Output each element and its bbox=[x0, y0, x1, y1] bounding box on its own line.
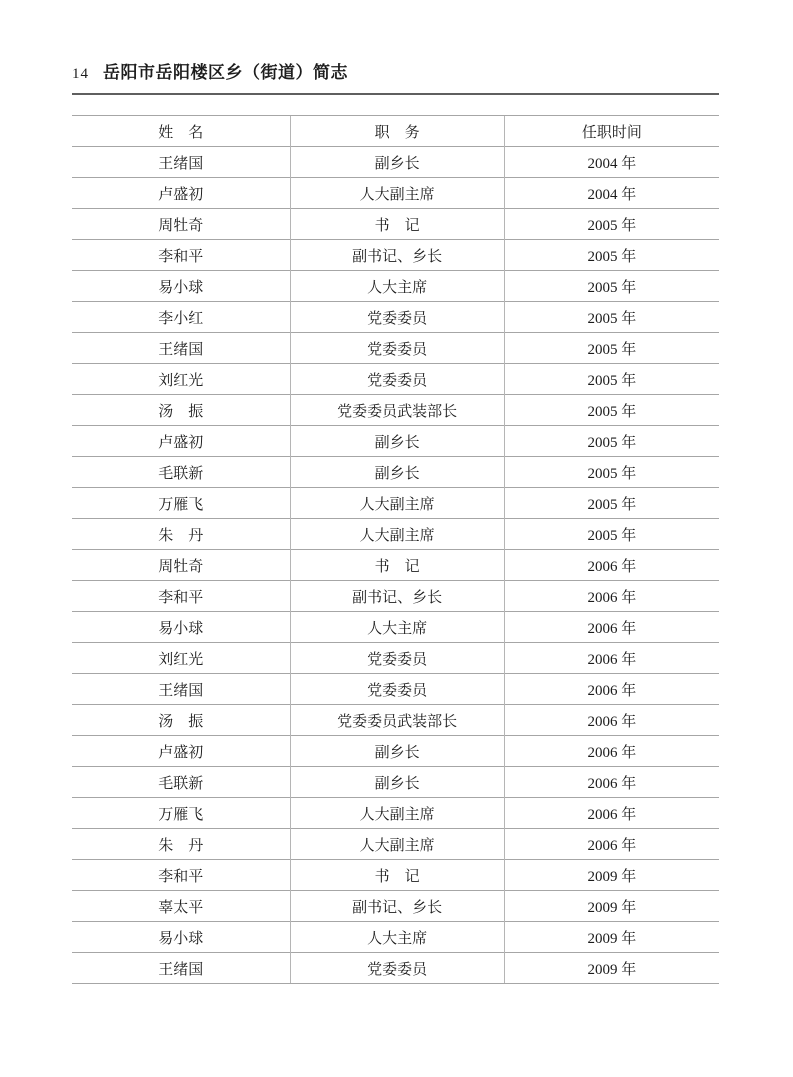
cell-name: 周牡奇 bbox=[72, 550, 290, 581]
cell-position: 党委委员武装部长 bbox=[290, 705, 504, 736]
book-title: 岳阳市岳阳楼区乡（街道）简志 bbox=[103, 63, 348, 82]
cell-name: 王绪国 bbox=[72, 333, 290, 364]
cell-position: 副乡长 bbox=[290, 147, 504, 178]
cell-period: 2005 年 bbox=[504, 302, 719, 333]
cell-name: 刘红光 bbox=[72, 643, 290, 674]
cell-position: 党委委员 bbox=[290, 333, 504, 364]
cell-name: 卢盛初 bbox=[72, 736, 290, 767]
cell-name: 周牡奇 bbox=[72, 209, 290, 240]
table-body bbox=[72, 147, 719, 984]
cell-period: 2006 年 bbox=[504, 612, 719, 643]
cell-name: 毛联新 bbox=[72, 767, 290, 798]
cell-period: 2006 年 bbox=[504, 581, 719, 612]
cell-position: 人大副主席 bbox=[290, 829, 504, 860]
cell-name: 李和平 bbox=[72, 240, 290, 271]
table-row bbox=[72, 922, 719, 953]
table-row bbox=[72, 240, 719, 271]
cell-period: 2009 年 bbox=[504, 922, 719, 953]
table-row bbox=[72, 550, 719, 581]
cell-period: 2004 年 bbox=[504, 147, 719, 178]
cell-position: 党委委员 bbox=[290, 674, 504, 705]
cell-name: 李和平 bbox=[72, 581, 290, 612]
cell-name: 易小球 bbox=[72, 271, 290, 302]
cell-position: 党委委员 bbox=[290, 302, 504, 333]
cell-name: 易小球 bbox=[72, 922, 290, 953]
cell-name: 卢盛初 bbox=[72, 426, 290, 457]
table-row bbox=[72, 271, 719, 302]
cell-period: 2006 年 bbox=[504, 550, 719, 581]
officials-roster-table bbox=[72, 115, 719, 984]
cell-name: 朱 丹 bbox=[72, 519, 290, 550]
cell-name: 汤 振 bbox=[72, 705, 290, 736]
cell-period: 2006 年 bbox=[504, 829, 719, 860]
cell-position: 副书记、乡长 bbox=[290, 581, 504, 612]
cell-period: 2009 年 bbox=[504, 891, 719, 922]
cell-period: 2005 年 bbox=[504, 240, 719, 271]
table-row bbox=[72, 302, 719, 333]
cell-position: 人大副主席 bbox=[290, 178, 504, 209]
cell-name: 刘红光 bbox=[72, 364, 290, 395]
cell-position: 书 记 bbox=[290, 209, 504, 240]
table-row bbox=[72, 178, 719, 209]
column-header-name: 姓 名 bbox=[72, 116, 290, 147]
cell-period: 2004 年 bbox=[504, 178, 719, 209]
cell-name: 万雁飞 bbox=[72, 798, 290, 829]
cell-name: 万雁飞 bbox=[72, 488, 290, 519]
cell-position: 党委委员 bbox=[290, 364, 504, 395]
cell-position: 人大副主席 bbox=[290, 798, 504, 829]
cell-name: 朱 丹 bbox=[72, 829, 290, 860]
cell-period: 2005 年 bbox=[504, 519, 719, 550]
cell-position: 副乡长 bbox=[290, 767, 504, 798]
cell-period: 2005 年 bbox=[504, 364, 719, 395]
table-row bbox=[72, 829, 719, 860]
cell-period: 2006 年 bbox=[504, 705, 719, 736]
cell-period: 2006 年 bbox=[504, 643, 719, 674]
cell-name: 卢盛初 bbox=[72, 178, 290, 209]
table-header bbox=[72, 116, 719, 147]
cell-name: 毛联新 bbox=[72, 457, 290, 488]
cell-name: 李和平 bbox=[72, 860, 290, 891]
cell-position: 副书记、乡长 bbox=[290, 240, 504, 271]
table-row bbox=[72, 705, 719, 736]
cell-position: 书 记 bbox=[290, 860, 504, 891]
cell-position: 副书记、乡长 bbox=[290, 891, 504, 922]
cell-name: 辜太平 bbox=[72, 891, 290, 922]
cell-period: 2009 年 bbox=[504, 860, 719, 891]
table-row bbox=[72, 209, 719, 240]
table-row bbox=[72, 364, 719, 395]
table-row bbox=[72, 333, 719, 364]
cell-position: 副乡长 bbox=[290, 736, 504, 767]
cell-period: 2006 年 bbox=[504, 798, 719, 829]
cell-period: 2005 年 bbox=[504, 395, 719, 426]
table-row bbox=[72, 798, 719, 829]
table-row bbox=[72, 581, 719, 612]
cell-period: 2005 年 bbox=[504, 333, 719, 364]
cell-position: 党委委员武装部长 bbox=[290, 395, 504, 426]
table-row bbox=[72, 736, 719, 767]
table-row bbox=[72, 147, 719, 178]
cell-name: 王绪国 bbox=[72, 953, 290, 984]
cell-position: 人大主席 bbox=[290, 612, 504, 643]
page-number: 14 bbox=[72, 66, 89, 82]
table-row bbox=[72, 457, 719, 488]
table-row bbox=[72, 953, 719, 984]
cell-position: 人大副主席 bbox=[290, 488, 504, 519]
cell-name: 王绪国 bbox=[72, 147, 290, 178]
cell-period: 2005 年 bbox=[504, 426, 719, 457]
table-row bbox=[72, 767, 719, 798]
table-row bbox=[72, 674, 719, 705]
cell-position: 人大主席 bbox=[290, 271, 504, 302]
cell-period: 2006 年 bbox=[504, 767, 719, 798]
running-head bbox=[72, 0, 719, 95]
table-row bbox=[72, 426, 719, 457]
cell-period: 2005 年 bbox=[504, 271, 719, 302]
table-row bbox=[72, 488, 719, 519]
cell-period: 2005 年 bbox=[504, 209, 719, 240]
cell-name: 李小红 bbox=[72, 302, 290, 333]
table-row bbox=[72, 612, 719, 643]
cell-position: 人大副主席 bbox=[290, 519, 504, 550]
cell-name: 汤 振 bbox=[72, 395, 290, 426]
cell-position: 书 记 bbox=[290, 550, 504, 581]
column-header-position: 职 务 bbox=[290, 116, 504, 147]
cell-period: 2009 年 bbox=[504, 953, 719, 984]
cell-position: 副乡长 bbox=[290, 426, 504, 457]
cell-position: 党委委员 bbox=[290, 953, 504, 984]
cell-position: 副乡长 bbox=[290, 457, 504, 488]
table-header-row bbox=[72, 116, 719, 147]
table-row bbox=[72, 643, 719, 674]
cell-period: 2006 年 bbox=[504, 674, 719, 705]
cell-period: 2005 年 bbox=[504, 488, 719, 519]
table-row bbox=[72, 395, 719, 426]
cell-period: 2006 年 bbox=[504, 736, 719, 767]
table-row bbox=[72, 860, 719, 891]
cell-position: 党委委员 bbox=[290, 643, 504, 674]
cell-period: 2005 年 bbox=[504, 457, 719, 488]
column-header-period: 任职时间 bbox=[504, 116, 719, 147]
table-row bbox=[72, 891, 719, 922]
cell-position: 人大主席 bbox=[290, 922, 504, 953]
cell-name: 易小球 bbox=[72, 612, 290, 643]
table-row bbox=[72, 519, 719, 550]
cell-name: 王绪国 bbox=[72, 674, 290, 705]
